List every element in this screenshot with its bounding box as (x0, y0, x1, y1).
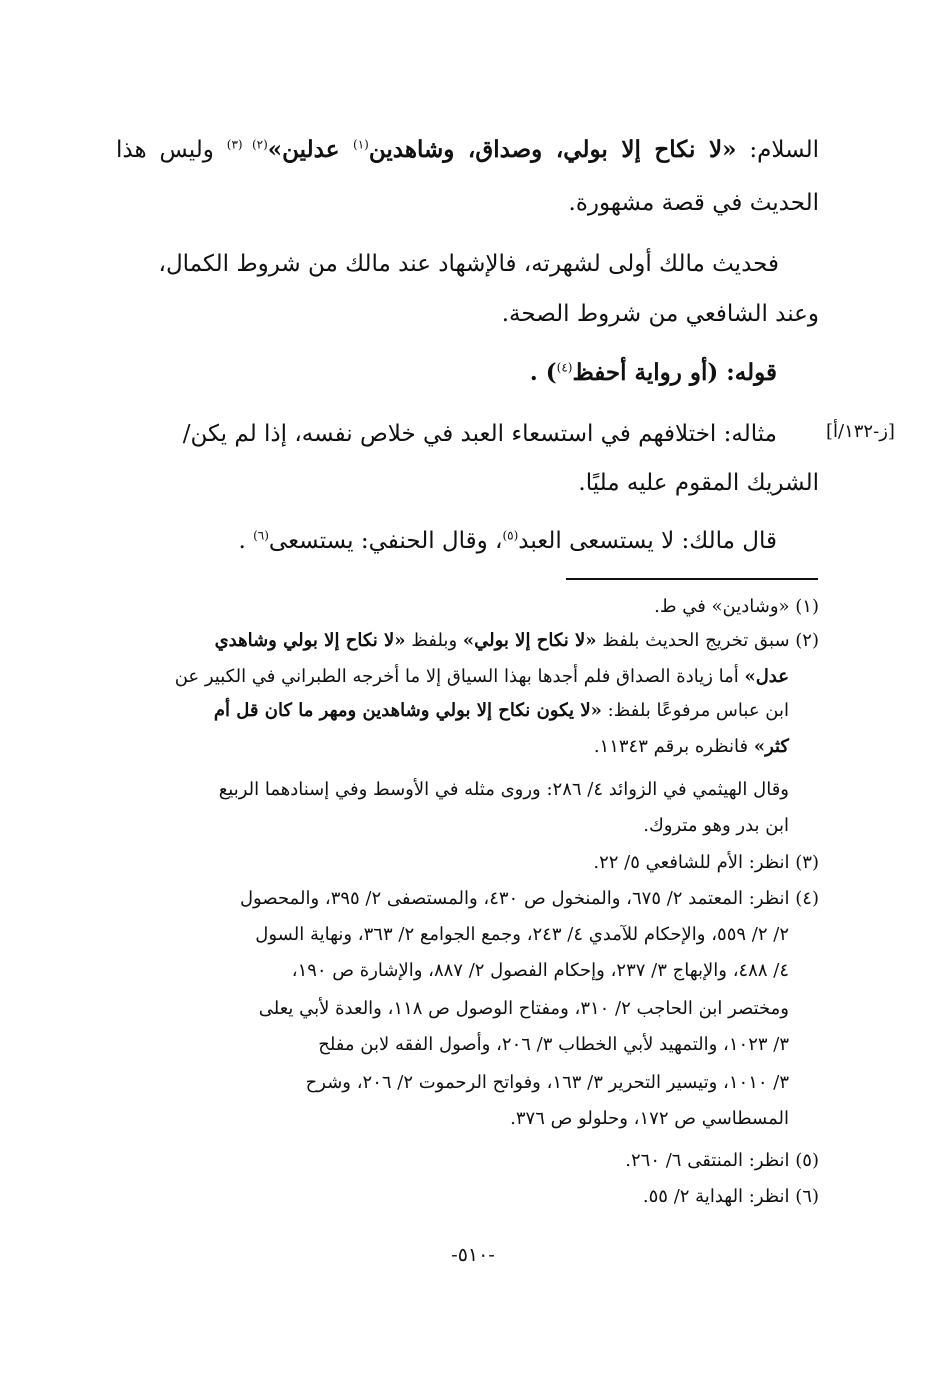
text-segment: ) . (529, 359, 557, 386)
footnote-line (594, 736, 789, 757)
footnote-line (255, 924, 789, 945)
footnote-line (625, 1150, 819, 1171)
text-segment: عدلين» (267, 136, 354, 163)
footnote-line (240, 888, 819, 909)
text-segment: وليس هذا (116, 137, 227, 163)
footnote-ref: (٤) (556, 360, 573, 375)
margin-note: [ز-١٣٢/أ] (826, 421, 895, 442)
text-segment: «لا نكاح إلا بولي وشاهدي (214, 630, 406, 651)
text-segment: (٦) انظر: الهداية ٢/ ٥٥. (642, 1186, 819, 1207)
footnote-line (318, 1034, 789, 1055)
text-segment: الحديث في قصة مشهورة. (568, 190, 819, 216)
text-segment: قوله: (أو رواية أحفظ (572, 359, 777, 386)
page-number: -٥١٠- (451, 1244, 495, 1266)
text-segment: «لا نكاح إلا بولي» (462, 630, 597, 651)
text-segment: (٤) انظر: المعتمد ٢/ ٦٧٥، والمنخول ص ٤٣٠، والمستصفى ٢/ ٣٩٥، والمحصول (239, 888, 819, 909)
footnote-ref: (٦) (253, 528, 269, 543)
text-segment: ٢/ ٢/ ٥٥٩، والإحكام للآمدي ٤/ ٢٤٣، وجمع الجوامع ٢/ ٣٦٣، ونهاية السول (255, 924, 789, 945)
text-segment: وعند الشافعي من شروط الصحة. (501, 301, 819, 327)
text-segment: «لا نكاح إلا بولي، وصداق، وشاهدين (368, 136, 737, 163)
footnote-line (215, 630, 819, 651)
footnote-line (175, 666, 789, 687)
text-segment: فانظره برقم ١١٣٤٣. (593, 736, 754, 757)
text-segment: (١) «وشادين» في ط. (654, 596, 819, 617)
text-segment: ٤/ ٤٨٨، والإبهاج ٣/ ٢٣٧، وإحكام الفصول ٢/ ٨٨٧، والإشارة ص ١٩٠، (291, 960, 789, 981)
main-text-line (578, 470, 819, 496)
text-segment: «لا يكون نكاح إلا بولي وشاهدين ومهر ما كان قل أم (213, 700, 602, 721)
footnote-divider (566, 578, 818, 580)
footnote-line (510, 1108, 789, 1129)
footnote-line (593, 852, 819, 873)
text-segment: مثاله: اختلافهم في استسعاء العبد في خلاص نفسه، إذا لم يكن/ (182, 421, 777, 447)
footnote-line (259, 998, 789, 1019)
main-text-line (159, 251, 779, 277)
text-segment: وبلفظ (405, 630, 463, 651)
footnote-line (219, 779, 789, 800)
text-segment: عدل» (744, 666, 789, 687)
text-segment: (٢) سبق تخريج الحديث بلفظ (596, 630, 819, 651)
text-segment: فحديث مالك أولى لشهرته، فالإشهاد عند مالك من شروط الكمال، (158, 251, 779, 277)
text-segment: ابن بدر وهو متروك. (643, 815, 789, 836)
footnote-line (214, 700, 789, 721)
main-text-line (530, 359, 777, 386)
main-text-line (502, 301, 819, 327)
text-segment: ومختصر ابن الحاجب ٢/ ٣١٠، ومفتاح الوصول ص ١١٨، والعدة لأبي يعلى (258, 998, 789, 1019)
text-segment: الشريك المقوم عليه مليًا. (578, 470, 819, 496)
text-segment: ، وقال الحنفي: يستسعى (268, 528, 503, 554)
text-segment: وقال الهيثمي في الزوائد ٤/ ٢٨٦: وروى مثله في الأوسط وفي إسنادهما الربيع (218, 779, 789, 800)
footnote-ref: (١) (353, 137, 369, 152)
text-segment: (٥) انظر: المنتقى ٦/ ٢٦٠. (625, 1150, 819, 1171)
main-text-line (238, 528, 777, 554)
text-segment: ٣/ ١٠١٠، وتيسير التحرير ٣/ ١٦٣، وفواتح الرحموت ٢/ ٢٠٦، وشرح (305, 1072, 789, 1093)
footnote-line (643, 815, 789, 836)
footnote-line (292, 960, 789, 981)
text-segment: (٣) انظر: الأم للشافعي ٥/ ٢٢. (593, 852, 819, 873)
text-segment: قال مالك: لا يستسعى العبد (518, 528, 777, 554)
footnote-line (643, 1186, 819, 1207)
main-text-line (183, 421, 777, 447)
main-text-line (116, 136, 819, 163)
footnote-ref: (٥) (502, 528, 519, 543)
text-segment: كثر» (753, 736, 789, 757)
text-segment: السلام: (736, 137, 820, 163)
text-segment: أما زيادة الصداق فلم أجدها بهذا السياق إلا ما أخرجه الطبراني في الكبير عن (174, 666, 745, 687)
footnote-line (306, 1072, 789, 1093)
text-segment: ابن عباس مرفوعًا بلفظ: (601, 700, 789, 721)
main-text-line (569, 190, 819, 216)
footnote-line (654, 596, 819, 617)
text-segment: المسطاسي ص ١٧٢، وحلولو ص ٣٧٦. (510, 1108, 789, 1129)
text-segment: . (238, 528, 254, 554)
footnote-ref: (٢) (٣) (226, 137, 268, 152)
text-segment: ٣/ ١٠٢٣، والتمهيد لأبي الخطاب ٣/ ٢٠٦، وأصول الفقه لابن مفلح (318, 1034, 789, 1055)
